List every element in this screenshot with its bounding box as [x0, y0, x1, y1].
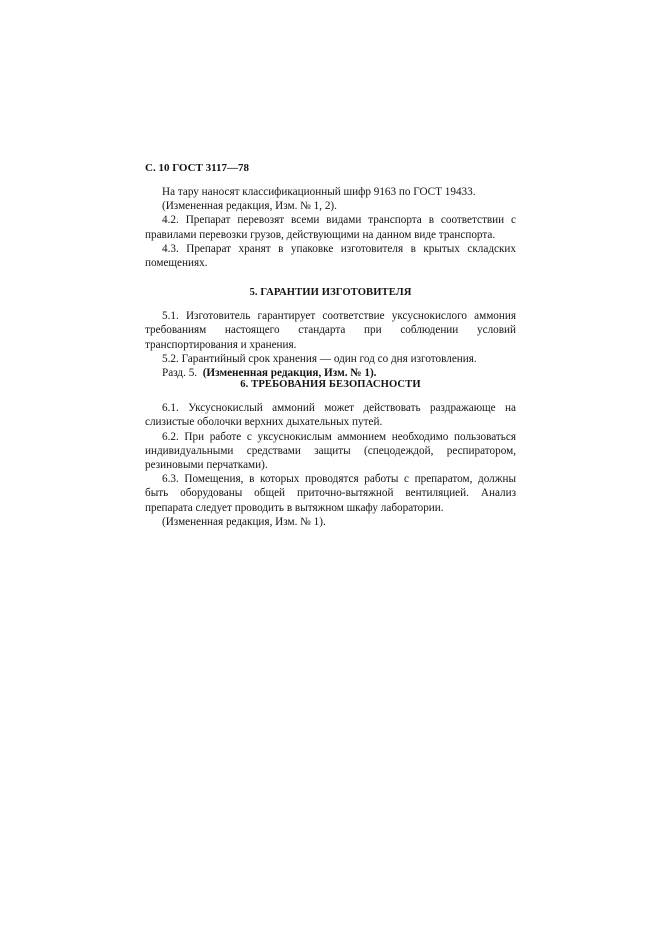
revision-note-bold: (Измененная редакция, Изм. № 1).	[202, 367, 377, 380]
paragraph-4-2: 4.2. Препарат перевозят всеми видами транспорта в соответствии с правилами перевозки грузов, действующими на данном виде транспорта.	[145, 214, 516, 241]
running-head: С. 10 ГОСТ 3117—78	[145, 162, 250, 174]
revision-prefix: Разд. 5.	[162, 367, 198, 380]
paragraph-6-3: 6.3. Помещения, в которых проводятся работы с препаратом, должны быть оборудованы общей приточно-вытяжной вентиляцией. Анализ препарата следует проводить в вытяжном шкафу лаборатории.	[145, 473, 516, 514]
paragraph-section-6-revision: (Измененная редакция, Изм. № 1).	[162, 515, 326, 528]
paragraph-marking: На тару наносят классификационный шифр 9163 по ГОСТ 19433.	[162, 186, 476, 198]
section-5	[145, 286, 516, 380]
section-4-continuation	[145, 185, 516, 270]
paragraph-6-2: 6.2. При работе с уксуснокислым аммонием необходимо пользоваться индивидуальными средствами защиты (спецодеждой, респиратором, резиновыми перчатками).	[145, 430, 516, 472]
paragraph-6-1: 6.1. Уксуснокислый аммоний может действовать раздражающе на слизистые оболочки верхних дыхательных путей.	[145, 402, 516, 429]
paragraph-5-2: 5.2. Гарантийный срок хранения — один год со дня изготовления.	[162, 352, 477, 365]
section-5-heading: 5. ГАРАНТИИ ИЗГОТОВИТЕЛЯ	[249, 287, 412, 298]
paragraph-4-3: 4.3. Препарат хранят в упаковке изготовителя в крытых складских помещениях.	[145, 242, 516, 270]
section-6-heading: 6. ТРЕБОВАНИЯ БЕЗОПАСНОСТИ	[240, 379, 421, 390]
section-6	[145, 378, 516, 529]
paragraph-revision-note: (Измененная редакция, Изм. № 1, 2).	[162, 200, 337, 213]
paragraph-5-1: 5.1. Изготовитель гарантирует соответствие уксуснокислого аммония требованиям настоящего стандарта при соблюдении условий транспортирования и хранения.	[145, 310, 516, 351]
